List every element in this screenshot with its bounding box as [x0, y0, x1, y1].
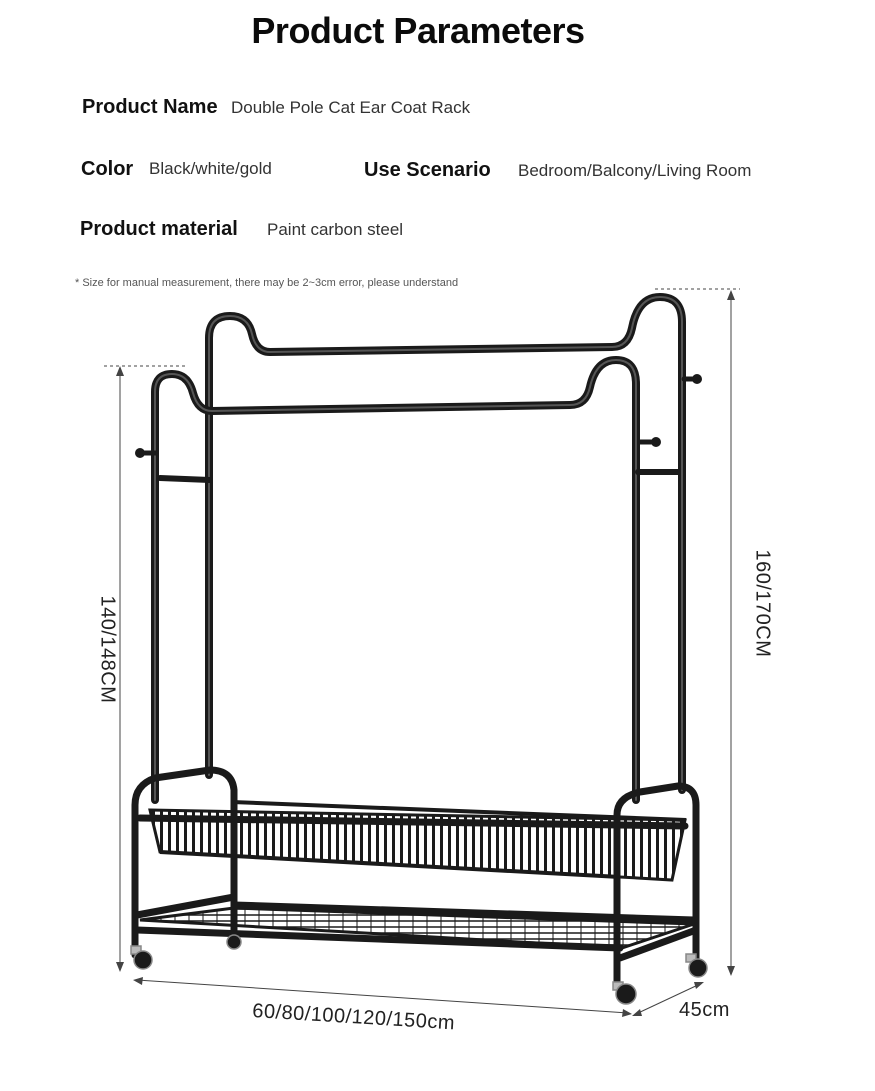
storage-basket — [150, 802, 686, 880]
hook-knobs — [135, 374, 702, 458]
product-material-value: Paint carbon steel — [267, 220, 404, 239]
product-name-label: Product Name — [82, 96, 218, 118]
left-height-dimension: 140/148CM — [96, 595, 119, 704]
product-name-value: Double Pole Cat Ear Coat Rack — [231, 98, 471, 117]
product-material-label: Product material — [80, 218, 238, 240]
color-value: Black/white/gold — [149, 159, 272, 178]
rack-frame — [140, 297, 698, 800]
right-height-dimension: 160/170CM — [751, 549, 774, 658]
depth-dimension: 45cm — [679, 999, 730, 1021]
measurement-note: * Size for manual measurement, there may be 2~3cm error, please understand — [75, 277, 459, 289]
page-title: Product Parameters — [251, 10, 585, 51]
use-scenario-value: Bedroom/Balcony/Living Room — [518, 161, 752, 180]
color-label: Color — [81, 158, 134, 180]
width-dimension: 60/80/100/120/150cm — [251, 1000, 456, 1035]
use-scenario-label: Use Scenario — [364, 159, 491, 181]
